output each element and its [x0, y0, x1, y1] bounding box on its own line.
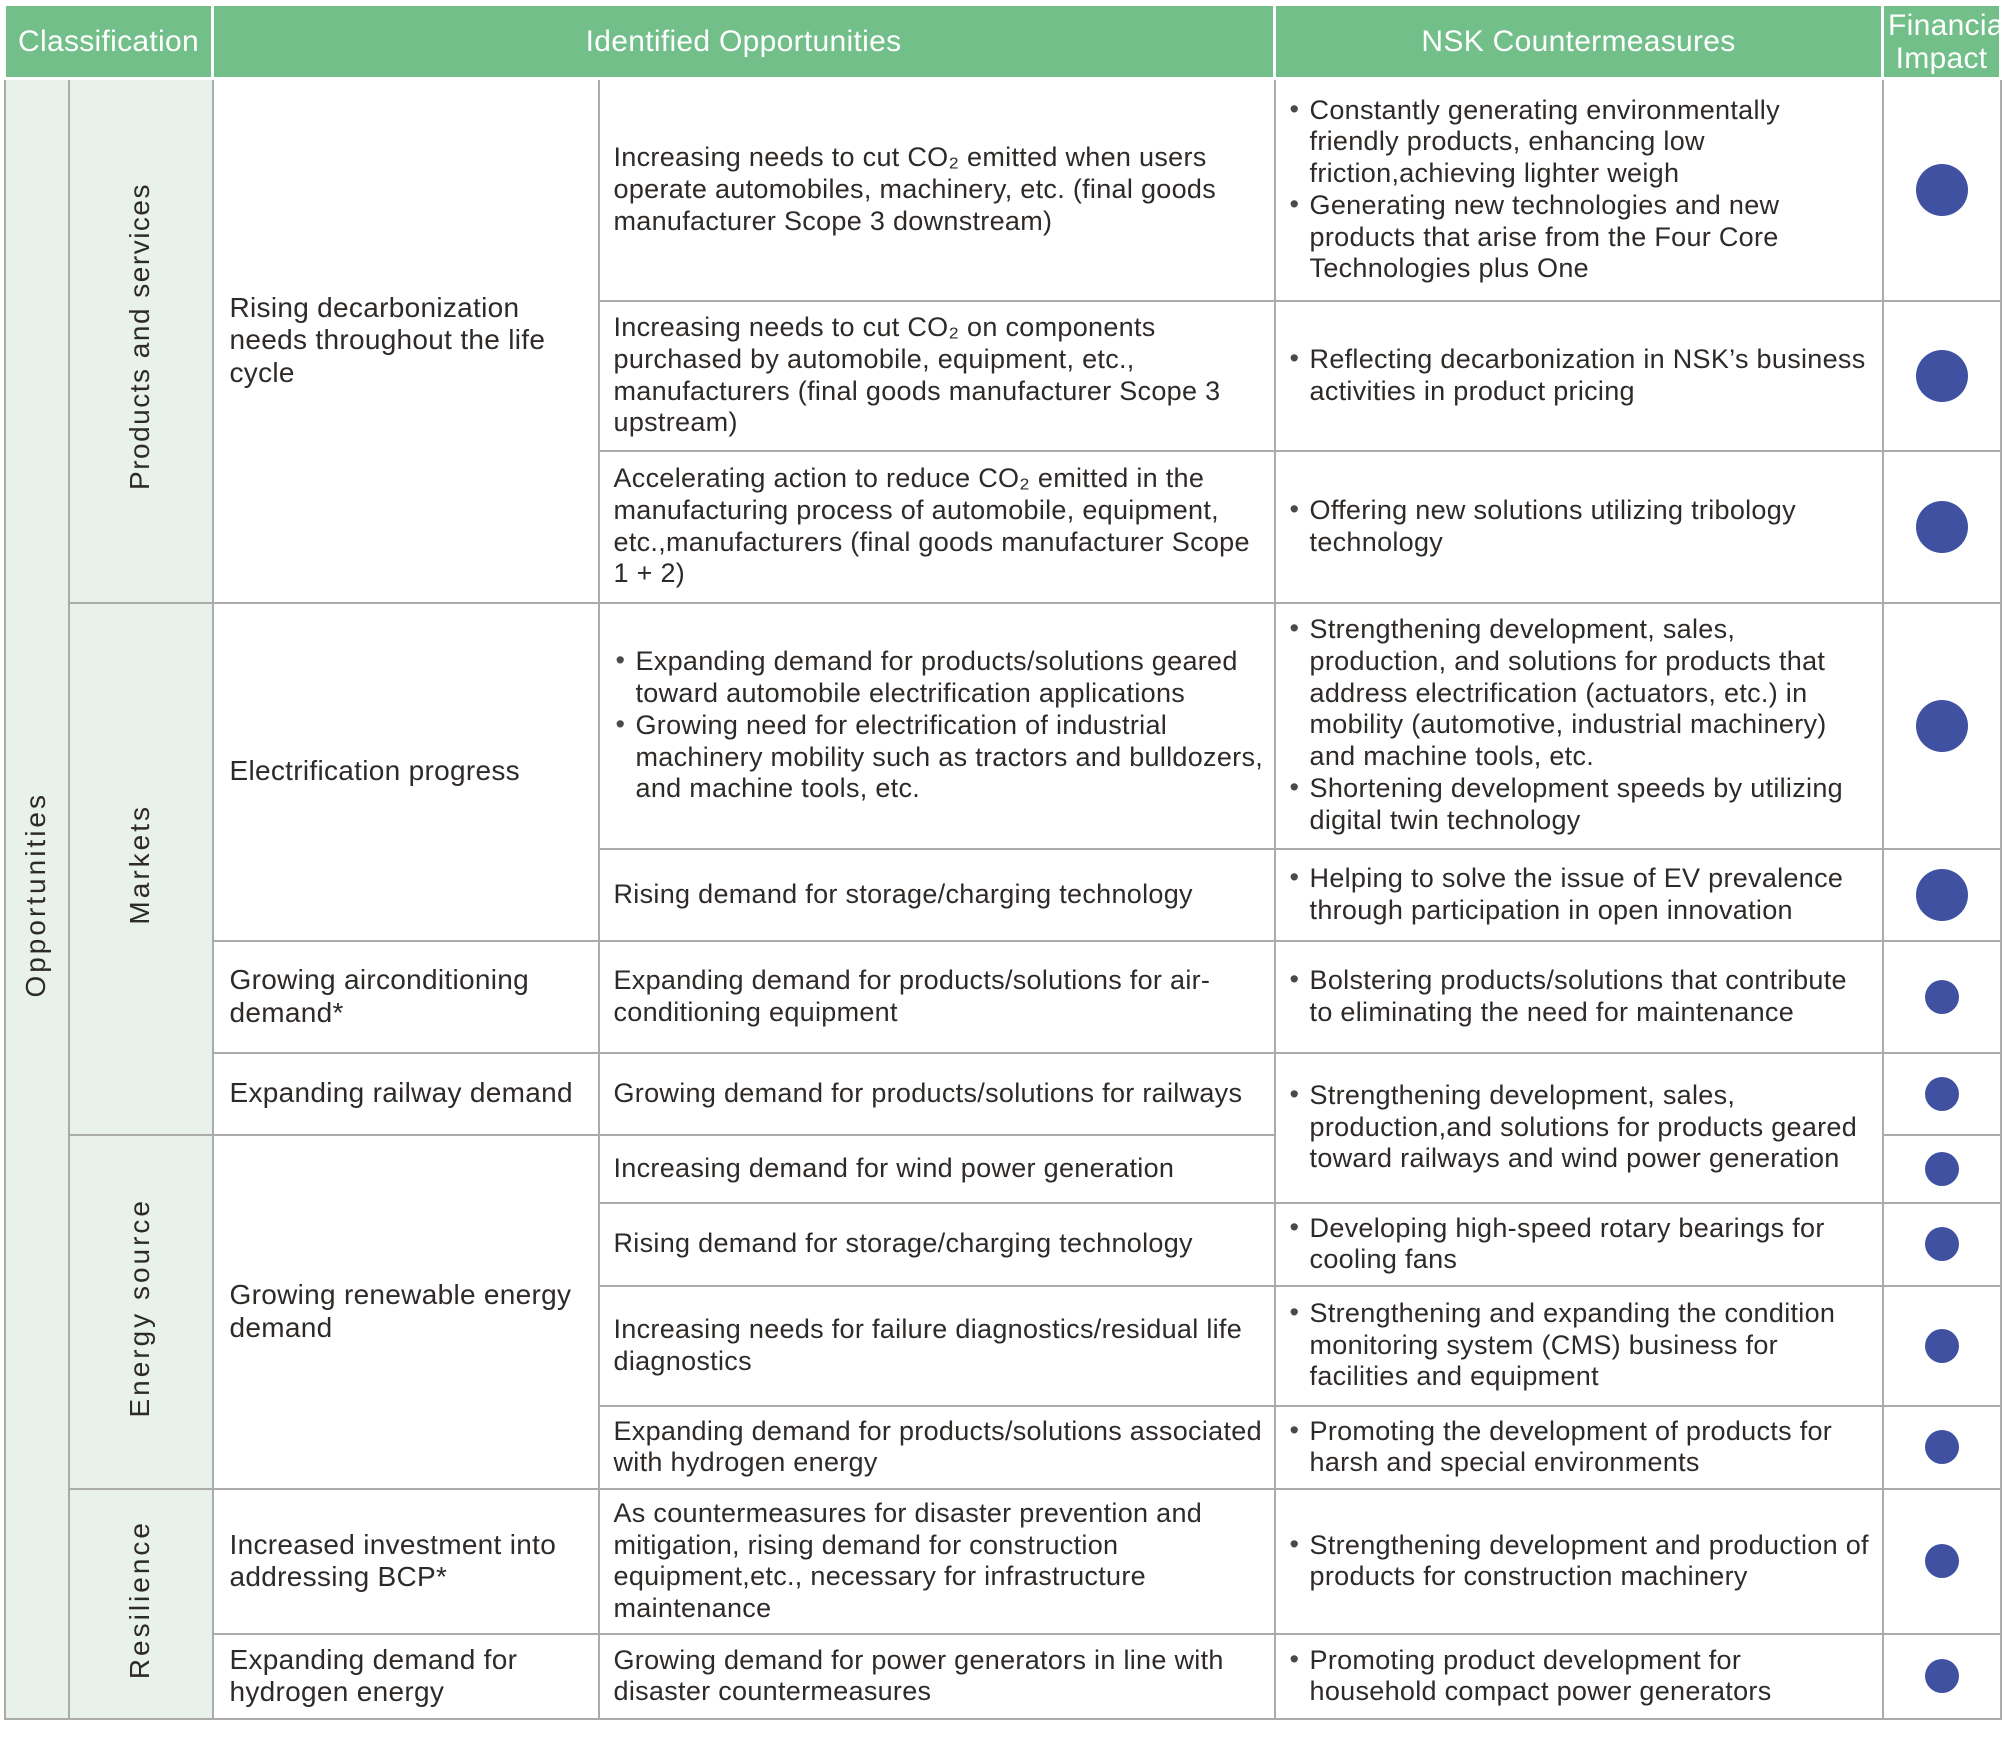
category-products-and-services	[69, 79, 213, 603]
identified-opportunity: Accelerating action to reduce CO₂ emitted in the manufacturing process of automobile, equipment, etc.,manufacturers (final goods manufacturer Scope 1 + 2)	[599, 451, 1275, 603]
countermeasure-item: • Strengthening and expanding the condition monitoring system (CMS) business for facilities and equipment	[1288, 1298, 1874, 1393]
opportunity-group-renewable-energy: Growing renewable energy demand	[213, 1135, 599, 1489]
financial-impact-cell	[1883, 849, 2001, 941]
countermeasure-list	[1288, 1416, 1874, 1479]
financial-impact-cell	[1883, 1406, 2001, 1489]
financial-impact-dot	[1925, 1152, 1959, 1186]
countermeasures-cell	[1275, 941, 1883, 1053]
header-financial-impact: Financial Impact	[1883, 5, 2001, 79]
countermeasure-list	[1288, 863, 1874, 926]
category-markets	[69, 603, 213, 1135]
category-label: Energy source	[124, 1198, 156, 1418]
financial-impact-cell	[1883, 301, 2001, 451]
countermeasures-cell	[1275, 451, 1883, 603]
identified-opportunity: Growing demand for products/solutions for railways	[599, 1053, 1275, 1135]
identified-opportunity: Expanding demand for products/solutions associated with hydrogen energy	[599, 1406, 1275, 1489]
countermeasure-item: • Offering new solutions utilizing tribology technology	[1288, 495, 1874, 558]
opportunity-list	[614, 646, 1264, 805]
financial-impact-cell	[1883, 1286, 2001, 1406]
countermeasure-list	[1288, 1080, 1874, 1175]
financial-impact-cell	[1883, 1634, 2001, 1719]
category-label: Products and services	[124, 183, 156, 491]
opportunity-group-railway: Expanding railway demand	[213, 1053, 599, 1135]
category-energy-source	[69, 1135, 213, 1489]
opportunity-item: • Expanding demand for products/solutions geared toward automobile electrification applications	[614, 646, 1264, 709]
countermeasure-item: • Strengthening development, sales, production,and solutions for products geared toward railways and wind power generation	[1288, 1080, 1874, 1175]
financial-impact-cell	[1883, 1053, 2001, 1135]
countermeasure-item: • Reflecting decarbonization in NSK’s business activities in product pricing	[1288, 344, 1874, 407]
countermeasures-cell	[1275, 79, 1883, 301]
identified-opportunity: As countermeasures for disaster prevention and mitigation, rising demand for construction equipment,etc., necessary for infrastructure maintenance	[599, 1489, 1275, 1634]
financial-impact-cell	[1883, 79, 2001, 301]
countermeasure-list	[1288, 1298, 1874, 1393]
table-row	[5, 79, 2001, 301]
countermeasure-item: • Promoting the development of products for harsh and special environments	[1288, 1416, 1874, 1479]
opportunities-axis-label: Opportunities	[20, 792, 52, 998]
financial-impact-dot	[1916, 164, 1968, 216]
countermeasure-list	[1288, 1213, 1874, 1276]
table-row	[5, 1634, 2001, 1719]
category-label: Resilience	[124, 1520, 156, 1680]
financial-impact-dot	[1916, 700, 1968, 752]
countermeasures-cell	[1275, 1406, 1883, 1489]
identified-opportunity: Increasing needs to cut CO₂ on components purchased by automobile, equipment, etc., manufacturers (final goods manufacturer Scope 3 upstream)	[599, 301, 1275, 451]
financial-impact-cell	[1883, 941, 2001, 1053]
table-row	[5, 603, 2001, 849]
countermeasures-cell	[1275, 1053, 1883, 1203]
opportunities-axis-cell	[5, 79, 69, 1719]
table-row	[5, 1489, 2001, 1634]
financial-impact-dot	[1925, 980, 1959, 1014]
countermeasures-cell	[1275, 1286, 1883, 1406]
financial-impact-dot	[1925, 1227, 1959, 1261]
financial-impact-dot	[1925, 1544, 1959, 1578]
countermeasures-cell	[1275, 1489, 1883, 1634]
countermeasure-item: • Developing high-speed rotary bearings for cooling fans	[1288, 1213, 1874, 1276]
category-resilience	[69, 1489, 213, 1719]
countermeasure-item: • Strengthening development and production of products for construction machinery	[1288, 1530, 1874, 1593]
financial-impact-dot	[1925, 1659, 1959, 1693]
identified-opportunity: Rising demand for storage/charging technology	[599, 849, 1275, 941]
header-nsk-countermeasures: NSK Countermeasures	[1275, 5, 1883, 79]
identified-opportunity: Expanding demand for products/solutions for air-conditioning equipment	[599, 941, 1275, 1053]
financial-impact-cell	[1883, 1203, 2001, 1286]
financial-impact-dot	[1916, 350, 1968, 402]
financial-impact-cell	[1883, 451, 2001, 603]
financial-impact-dot	[1916, 501, 1968, 553]
countermeasures-cell	[1275, 1203, 1883, 1286]
header-row	[5, 5, 2001, 79]
countermeasure-item: • Bolstering products/solutions that contribute to eliminating the need for maintenance	[1288, 965, 1874, 1028]
countermeasure-list	[1288, 95, 1874, 285]
opportunity-group-electrification: Electrification progress	[213, 603, 599, 941]
identified-opportunity: Rising demand for storage/charging technology	[599, 1203, 1275, 1286]
countermeasures-cell	[1275, 301, 1883, 451]
financial-impact-cell	[1883, 1135, 2001, 1203]
countermeasure-item: • Strengthening development, sales, production, and solutions for products that address electrification (actuators, etc.) in mobility (automotive, industrial machinery) and machine tools, etc.	[1288, 614, 1874, 772]
countermeasure-list	[1288, 495, 1874, 558]
countermeasure-item: • Helping to solve the issue of EV prevalence through participation in open innovation	[1288, 863, 1874, 926]
opportunity-group-decarbonization: Rising decarbonization needs throughout the life cycle	[213, 79, 599, 603]
identified-opportunity: Increasing needs for failure diagnostics/residual life diagnostics	[599, 1286, 1275, 1406]
financial-impact-dot	[1916, 869, 1968, 921]
countermeasure-item: • Promoting product development for household compact power generators	[1288, 1645, 1874, 1708]
table-row	[5, 1053, 2001, 1135]
countermeasure-list	[1288, 1530, 1874, 1593]
financial-impact-cell	[1883, 1489, 2001, 1634]
financial-impact-cell	[1883, 603, 2001, 849]
opportunity-group-airconditioning: Growing airconditioning demand*	[213, 941, 599, 1053]
countermeasure-list	[1288, 965, 1874, 1028]
opportunity-group-hydrogen: Expanding demand for hydrogen energy	[213, 1634, 599, 1719]
countermeasures-cell	[1275, 1634, 1883, 1719]
opportunities-table	[3, 3, 2011, 1720]
financial-impact-dot	[1925, 1077, 1959, 1111]
identified-opportunity: Increasing needs to cut CO₂ emitted when users operate automobiles, machinery, etc. (final goods manufacturer Scope 3 downstream)	[599, 79, 1275, 301]
identified-opportunity	[599, 603, 1275, 849]
category-label: Markets	[124, 804, 156, 925]
countermeasures-cell	[1275, 849, 1883, 941]
countermeasure-item: • Generating new technologies and new products that arise from the Four Core Technologies plus One	[1288, 190, 1874, 285]
countermeasure-item: • Shortening development speeds by utilizing digital twin technology	[1288, 773, 1874, 836]
countermeasure-list	[1288, 344, 1874, 407]
countermeasure-item: • Constantly generating environmentally friendly products, enhancing low friction,achieving lighter weigh	[1288, 95, 1874, 190]
countermeasures-cell	[1275, 603, 1883, 849]
identified-opportunity: Increasing demand for wind power generation	[599, 1135, 1275, 1203]
financial-impact-dot	[1925, 1430, 1959, 1464]
countermeasure-list	[1288, 614, 1874, 836]
financial-impact-dot	[1925, 1329, 1959, 1363]
table-row	[5, 941, 2001, 1053]
opportunity-group-bcp: Increased investment into addressing BCP*	[213, 1489, 599, 1634]
identified-opportunity: Growing demand for power generators in line with disaster countermeasures	[599, 1634, 1275, 1719]
header-identified-opportunities: Identified Opportunities	[213, 5, 1275, 79]
header-classification: Classification	[5, 5, 213, 79]
countermeasure-list	[1288, 1645, 1874, 1708]
opportunity-item: • Growing need for electrification of industrial machinery mobility such as tractors and bulldozers, and machine tools, etc.	[614, 710, 1264, 805]
